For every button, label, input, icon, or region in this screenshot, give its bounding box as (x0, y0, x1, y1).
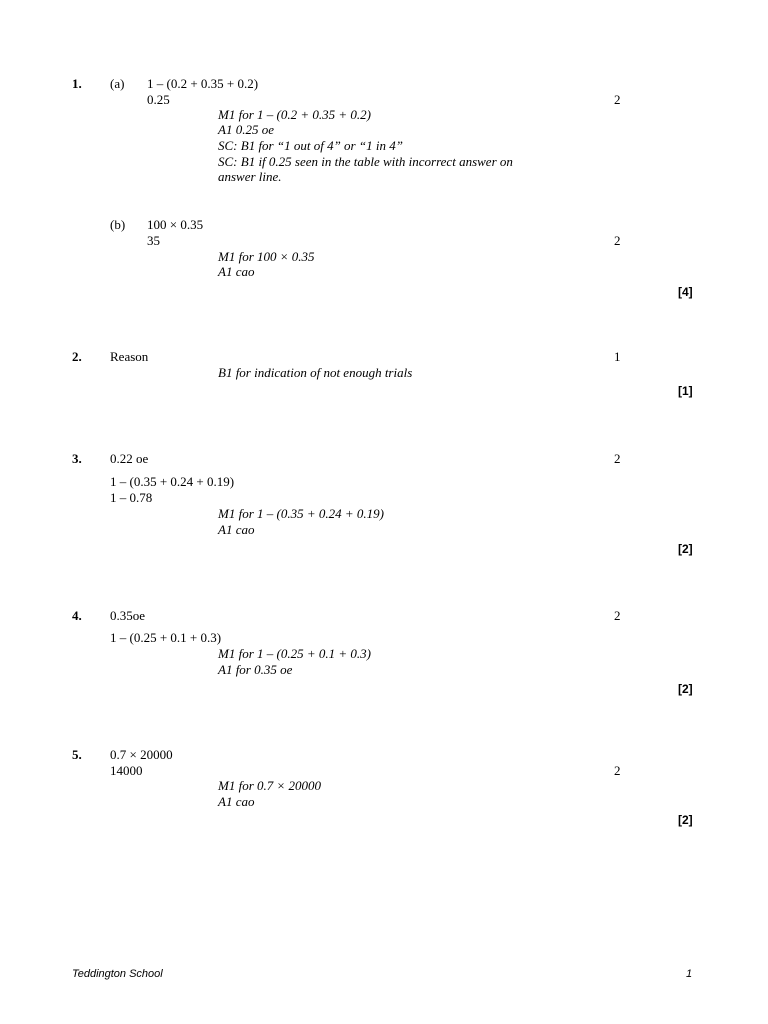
question-number: 5. (72, 747, 82, 762)
answer-line: 14000 (110, 763, 143, 778)
answer-line: 0.35oe (110, 608, 146, 623)
scheme-line: A1 for 0.35 oe (218, 662, 293, 677)
footer-school-name: Teddington School (72, 968, 163, 980)
answer-line: 35 (147, 233, 160, 248)
marks-value: 1 (614, 349, 621, 364)
question-number: 1. (72, 76, 82, 91)
marks-value: 2 (614, 233, 621, 248)
scheme-line: M1 for 100 × 0.35 (218, 249, 315, 264)
scheme-line: M1 for 1 – (0.35 + 0.24 + 0.19) (218, 506, 384, 521)
marks-value: 2 (614, 92, 621, 107)
scheme-line: A1 cao (218, 522, 255, 537)
working-line: 1 – (0.35 + 0.24 + 0.19) (110, 474, 235, 489)
part-label: (b) (110, 217, 126, 232)
working-line: 0.7 × 20000 (110, 747, 173, 762)
scheme-line: answer line. (218, 169, 282, 184)
scheme-line: B1 for indication of not enough trials (218, 365, 413, 380)
footer-page-number: 1 (686, 968, 693, 980)
answer-line: 0.25 (147, 92, 170, 107)
question-total: [1] (678, 384, 693, 398)
question-number: 3. (72, 451, 82, 466)
marks-value: 2 (614, 763, 621, 778)
working-line: 1 – (0.25 + 0.1 + 0.3) (110, 630, 222, 645)
scheme-line: SC: B1 for “1 out of 4” or “1 in 4” (218, 138, 403, 153)
scheme-line: M1 for 1 – (0.2 + 0.35 + 0.2) (218, 107, 371, 122)
question-total: [2] (678, 542, 693, 556)
working-line: Reason (110, 349, 149, 364)
question-total: [2] (678, 813, 693, 827)
scheme-line: A1 cao (218, 264, 255, 279)
scheme-line: M1 for 1 – (0.25 + 0.1 + 0.3) (218, 646, 371, 661)
working-line: 100 × 0.35 (147, 217, 204, 232)
answer-line: 0.22 oe (110, 451, 149, 466)
marks-value: 2 (614, 451, 621, 466)
scheme-line: A1 0.25 oe (218, 122, 274, 137)
part-label: (a) (110, 76, 125, 91)
scheme-line: A1 cao (218, 794, 255, 809)
question-total: [2] (678, 682, 693, 696)
working-line: 1 – (0.2 + 0.35 + 0.2) (147, 76, 259, 91)
scheme-line: SC: B1 if 0.25 seen in the table with incorrect answer on (218, 154, 513, 169)
working-line: 1 – 0.78 (110, 490, 153, 505)
question-total: [4] (678, 285, 693, 299)
scheme-line: M1 for 0.7 × 20000 (218, 778, 322, 793)
marks-value: 2 (614, 608, 621, 623)
question-number: 2. (72, 349, 82, 364)
question-number: 4. (72, 608, 82, 623)
